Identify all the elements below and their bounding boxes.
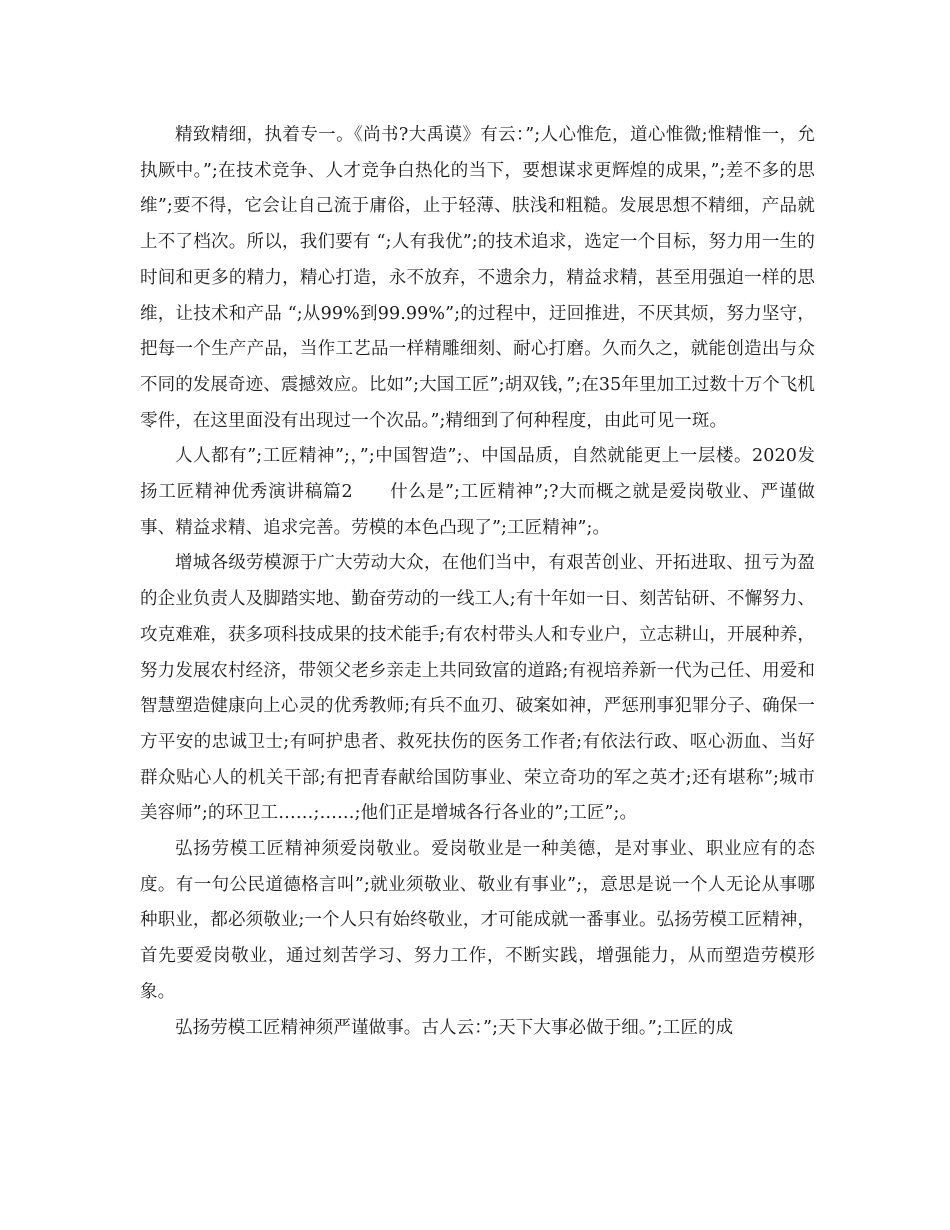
paragraph: 弘扬劳模工匠精神须爱岗敬业。爱岗敬业是一种美德，是对事业、职业应有的态度。有一句公民道德格言叫”;就业须敬业、敬业有事业”;，意思是说一个人无论从事哪种职业，都必须敬业;一个人只有始终敬业，才可能成就一番事业。弘扬劳模工匠精神，首先要爱岗敬业，通过刻苦学习、努力工作，不断实践，增强能力，从而塑造劳模形象。	[140, 839, 815, 1002]
document-body	[140, 118, 815, 1046]
paragraph: 弘扬劳模工匠精神须严谨做事。古人云：”;天下大事必做于细。”;工匠的成	[175, 1017, 734, 1038]
paragraph: 精致精细，执着专一。《尚书?大禹谟》有云：”;人心惟危，道心惟微;惟精惟一，允执厥中。”;在技术竞争、人才竞争白热化的当下，要想谋求更辉煌的成果，”;差不多的思维”;要不得，它会让自己流于庸俗，止于轻薄、肤浅和粗糙。发展思想不精细，产品就上不了档次。所以，我们要有 “;人有我优”;的技术追求，选定一个目标，努力用一生的时间和更多的精力，精心打造，永不放弃，不遗余力，精益求精，甚至用强迫一样的思维，让技术和产品 “;从99%到99.99%”;的过程中，迂回推进，不厌其烦，努力坚守，把每一个生产产品，当作工艺品一样精雕细刻、耐心打磨。久而久之，就能创造出与众不同的发展奇迹、震撼效应。比如”;大国工匠”;胡双钱，”;在35年里加工过数十万个飞机零件，在这里面没有出现过一个次品。”;精细到了何种程度，由此可见一斑。	[140, 125, 815, 431]
paragraph: 增城各级劳模源于广大劳动大众，在他们当中，有艰苦创业、开拓进取、扭亏为盈的企业负责人及脚踏实地、勤奋劳动的一线工人;有十年如一日、刻苦钻研、不懈努力、攻克难难，获多项科技成果的技术能手;有农村带头人和专业户，立志耕山，开展种养，努力发展农村经济，带领父老乡亲走上共同致富的道路;有视培养新一代为己任、用爱和智慧塑造健康向上心灵的优秀教师;有兵不血刃、破案如神，严惩刑事犯罪分子、确保一方平安的忠诚卫士;有呵护患者、救死扶伤的医务工作者;有依法行政、呕心沥血、当好群众贴心人的机关干部;有把青春献给国防事业、荣立奇功的军之英才;还有堪称”;城市美容师”;的环卫工……;……;他们正是增城各行各业的”;工匠”;。	[140, 553, 815, 824]
paragraph: 人人都有”;工匠精神”;，”;中国智造”;、中国品质，自然就能更上一层楼。2020发扬工匠精神优秀演讲稿篇2 什么是”;工匠精神”;?大而概之就是爱岗敬业、严谨做事、精益求精、追求完善。劳模的本色凸现了”;工匠精神”;。	[140, 446, 815, 538]
